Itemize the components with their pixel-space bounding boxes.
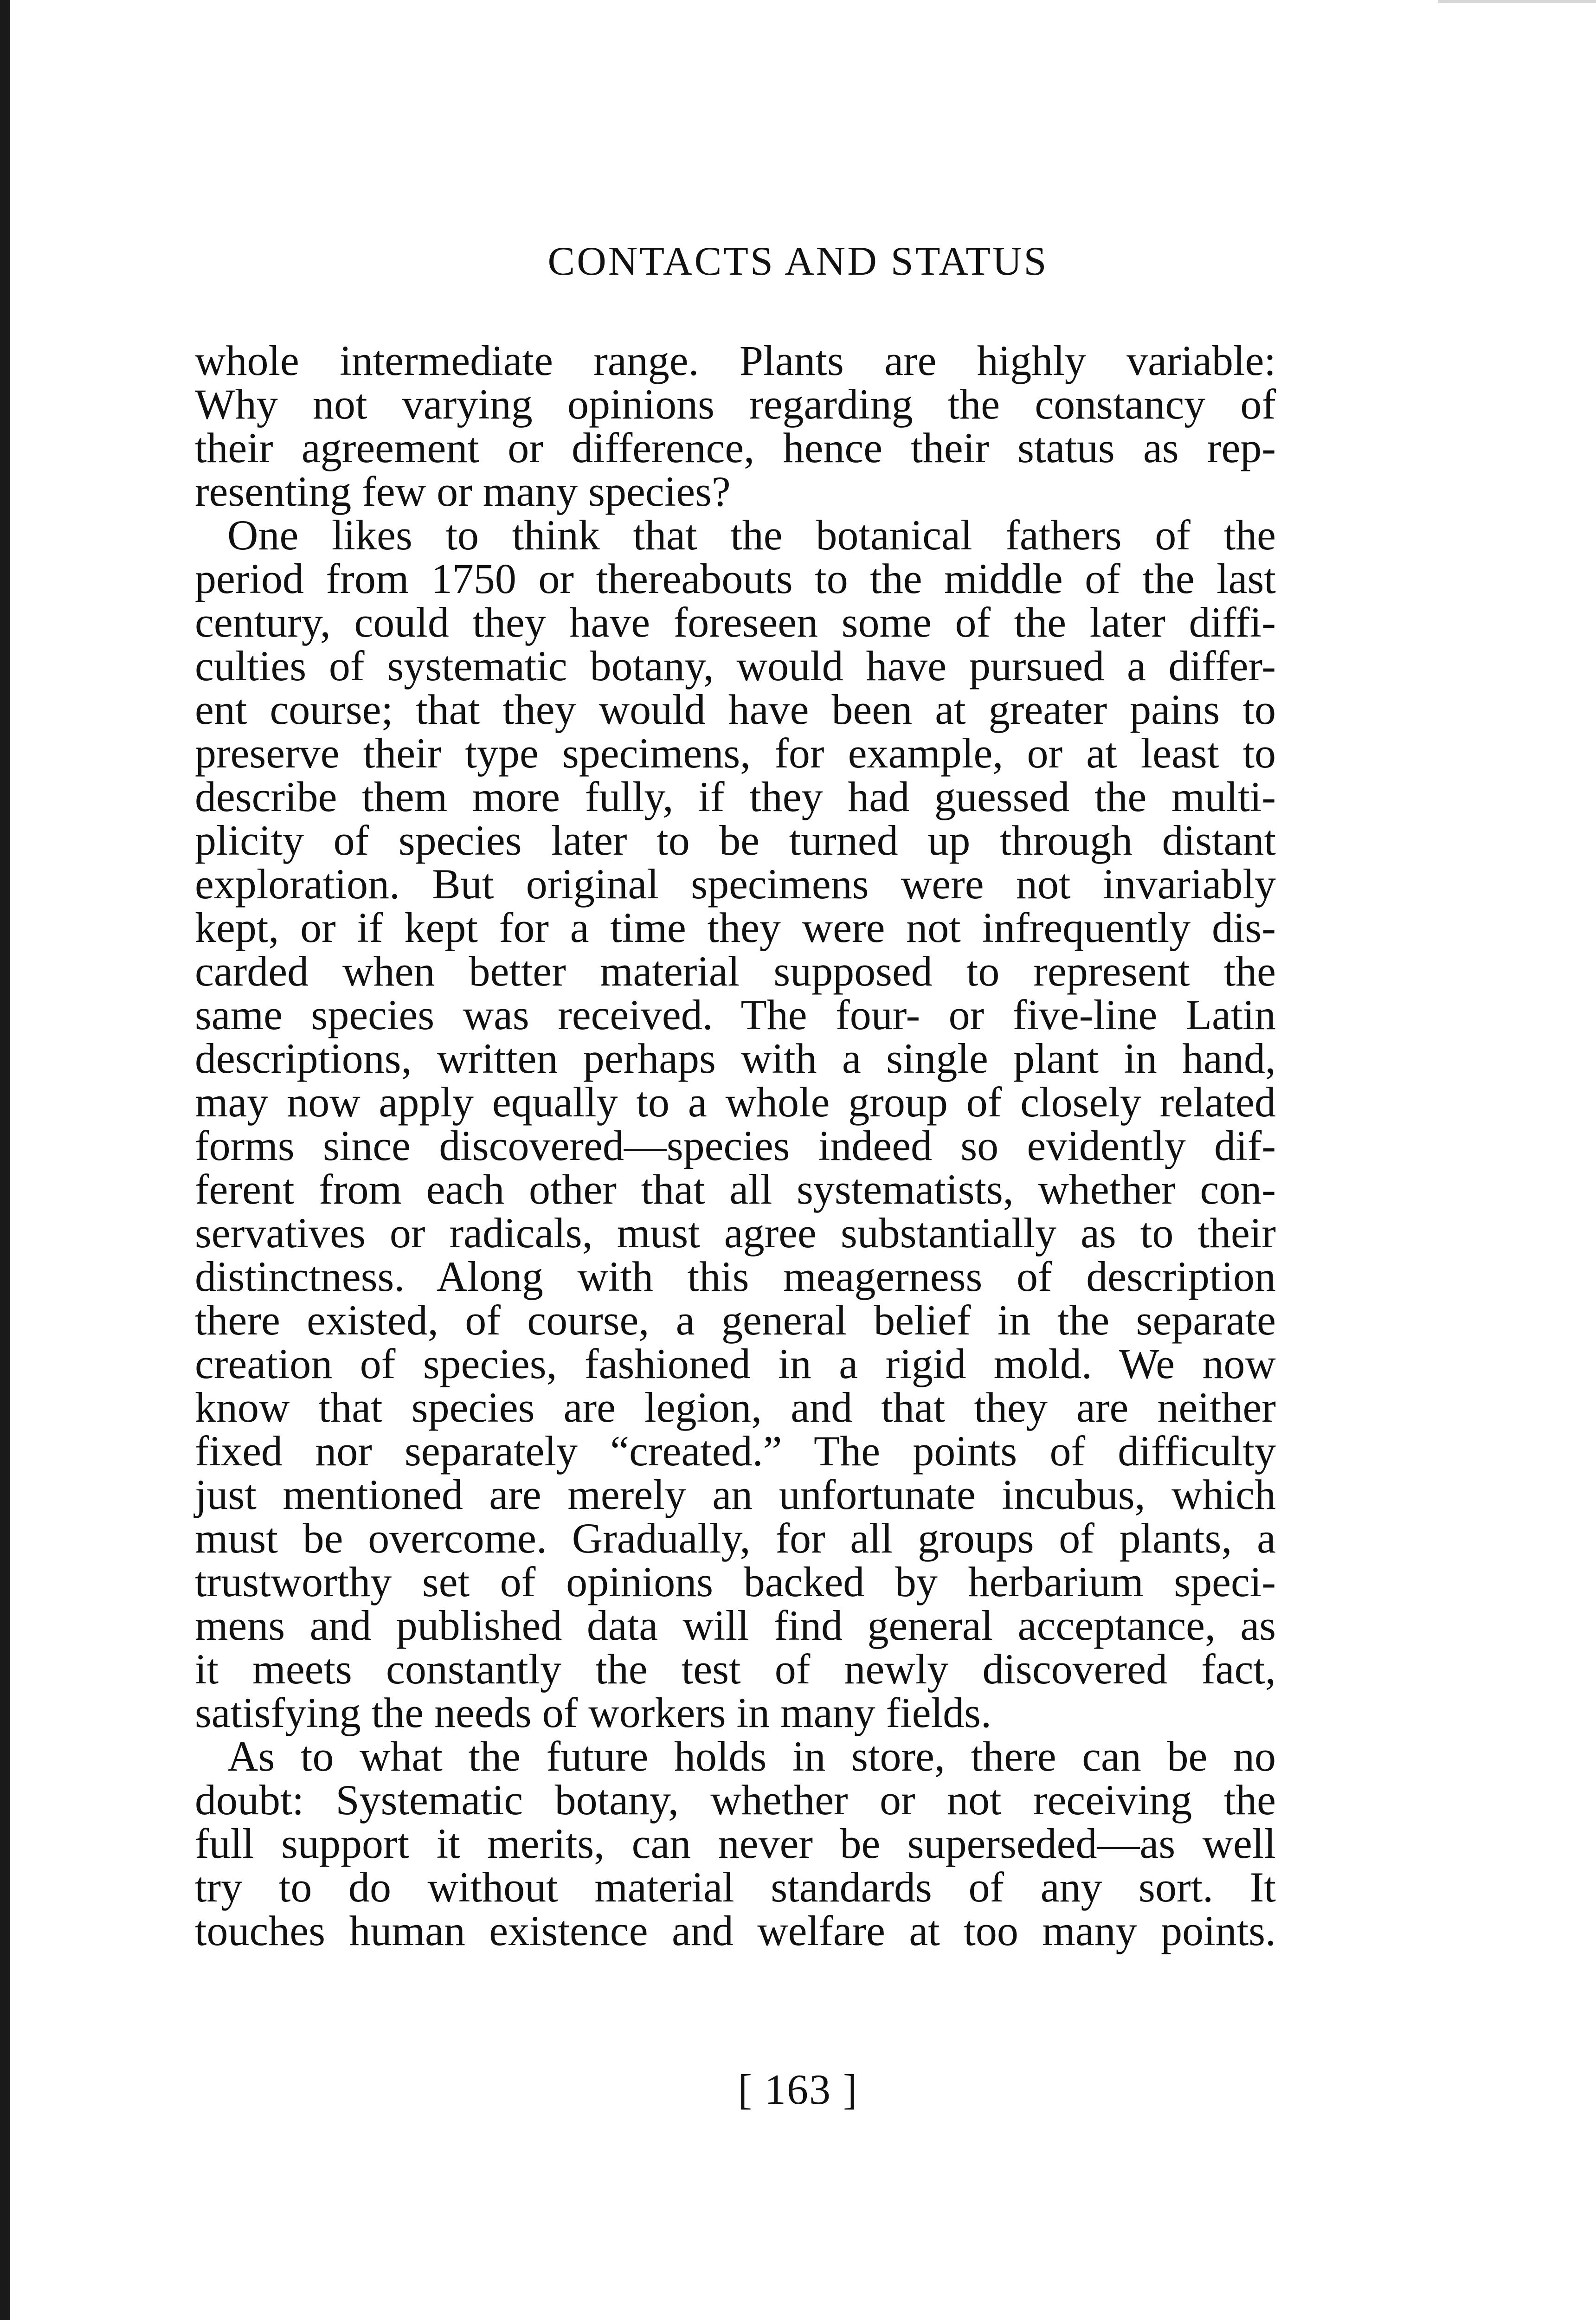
text-line: there existed, of course, a general belief in the separate (195, 1296, 1276, 1344)
body-text (195, 339, 1276, 1953)
text-line: doubt: Systematic botany, whether or not receiving the (195, 1776, 1276, 1824)
text-line: ferent from each other that all systematists, whether con- (195, 1166, 1276, 1213)
scan-edge-mark (1438, 0, 1596, 3)
text-line: period from 1750 or thereabouts to the middle of the last (195, 555, 1276, 602)
text-line: One likes to think that the botanical fathers of the (227, 511, 1276, 559)
running-header: CONTACTS AND STATUS (547, 239, 1049, 284)
text-line: ent course; that they would have been at greater pains to (195, 686, 1276, 733)
text-line: trustworthy set of opinions backed by herbarium speci- (195, 1558, 1276, 1605)
text-line: must be overcome. Gradually, for all groups of plants, a (195, 1514, 1276, 1562)
text-line: describe them more fully, if they had guessed the multi- (195, 773, 1276, 820)
text-line: it meets constantly the test of newly discovered fact, (195, 1645, 1276, 1693)
page-number: [ 163 ] (738, 2066, 858, 2113)
text-line: same species was received. The four- or five-line Latin (195, 991, 1276, 1038)
text-line: know that species are legion, and that they are neither (195, 1384, 1276, 1431)
text-line: servatives or radicals, must agree substantially as to their (195, 1209, 1276, 1257)
text-line: culties of systematic botany, would have pursued a differ- (195, 642, 1276, 690)
text-line: descriptions, written perhaps with a single plant in hand, (195, 1035, 1276, 1082)
text-line: carded when better material supposed to represent the (195, 947, 1276, 995)
text-line: try to do without material standards of any sort. It (195, 1863, 1276, 1911)
page-left-edge-shadow (0, 0, 10, 2320)
text-line: creation of species, fashioned in a rigid mold. We now (195, 1340, 1276, 1387)
text-line: preserve their type specimens, for example, or at least to (195, 729, 1276, 777)
text-line: whole intermediate range. Plants are highly variable: (195, 337, 1276, 384)
text-line: distinctness. Along with this meagerness of description (195, 1253, 1276, 1300)
text-line: touches human existence and welfare at too many points. (195, 1907, 1276, 1954)
text-line: plicity of species later to be turned up through distant (195, 817, 1276, 864)
text-line: century, could they have foreseen some of the later diffi- (195, 599, 1276, 646)
text-line: full support it merits, can never be superseded—as well (195, 1820, 1276, 1867)
text-line: their agreement or difference, hence their status as rep- (195, 424, 1276, 471)
text-line: As to what the future holds in store, there can be no (227, 1733, 1276, 1780)
text-line: satisfying the needs of workers in many fields. (195, 1689, 991, 1736)
text-line: mens and published data will find general acceptance, as (195, 1602, 1276, 1649)
text-line: forms since discovered—species indeed so evidently dif- (195, 1122, 1276, 1169)
text-line: resenting few or many species? (195, 468, 731, 515)
text-line: kept, or if kept for a time they were not infrequently dis- (195, 904, 1276, 951)
text-line: just mentioned are merely an unfortunate incubus, which (195, 1471, 1276, 1518)
text-line: Why not varying opinions regarding the constancy of (195, 380, 1276, 428)
text-line: fixed nor separately “created.” The points of difficulty (195, 1427, 1276, 1475)
text-line: exploration. But original specimens were not invariably (195, 860, 1276, 908)
text-line: may now apply equally to a whole group of closely related (195, 1078, 1276, 1126)
